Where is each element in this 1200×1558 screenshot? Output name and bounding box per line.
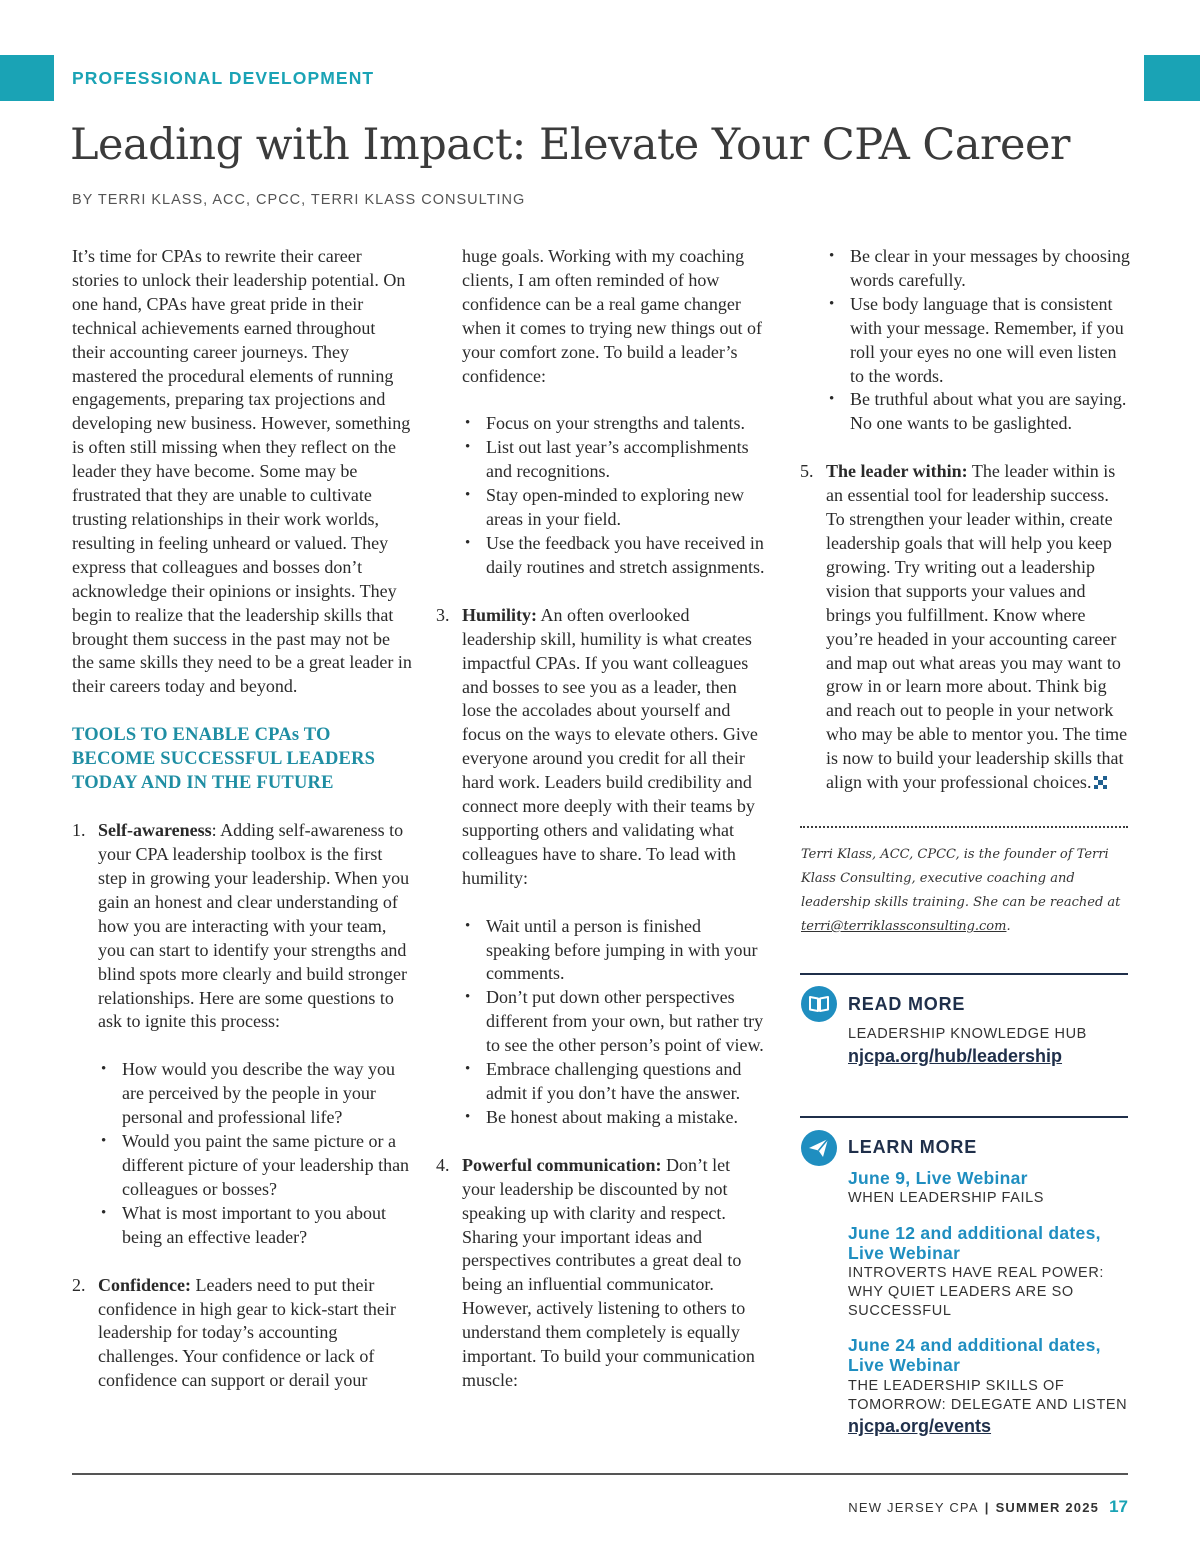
- item-title: The leader within:: [826, 461, 968, 482]
- event-description: INTROVERTS HAVE REAL POWER: WHY QUIET LEADERS ARE SO SUCCESSFUL: [848, 1265, 1105, 1319]
- book-icon: [801, 986, 837, 1022]
- item-text: Leaders need to put their confidence in high gear to kick-start their leadership for today’s accounting challenges. Your confidence or lack of confidence can support or derail your: [98, 1274, 396, 1391]
- column-2: [436, 245, 766, 1417]
- list-item-communication-continued: [800, 245, 1130, 436]
- paper-plane-icon: [801, 1130, 837, 1166]
- event-title[interactable]: June 9, Live Webinar: [848, 1168, 1028, 1188]
- intro-paragraph: It’s time for CPAs to rewrite their career stories to unlock their leadership potential. On one hand, CPAs have great pride in their technical achievements earned throughout their accounting career journeys. They mastered the procedural elements of running engagements, preparing tax projections and developing new business. However, something is often still missing when they reflect on the leader they have become. Some may be frustrated that they are unable to cultivate trusting relationships in their work worlds, resulting in feeling unheard or valued. They express that colleagues and bosses don’t acknowledge their opinions or insights. They begin to realize that the leadership skills that brought them success in the past may not be the same skills they need to be a great leader in their careers today and beyond.: [72, 246, 412, 697]
- list-item-confidence-continued: [436, 245, 766, 580]
- read-more-link[interactable]: njcpa.org/hub/leadership: [848, 1046, 1063, 1066]
- right-color-tab: [1144, 55, 1200, 101]
- footer-separator: |: [984, 1500, 990, 1515]
- column-3: [800, 245, 1130, 819]
- bullet-item: • Stay open-minded to exploring new areas in your field.: [462, 484, 766, 532]
- publication-name: NEW JERSEY CPA: [848, 1500, 979, 1515]
- item-number: 1.: [72, 820, 86, 841]
- bullet-item: • Would you paint the same picture or a different picture of your leadership than colleagues or bosses?: [98, 1130, 412, 1202]
- tools-subhead: TOOLS TO ENABLE CPAs TO BECOME SUCCESSFUL LEADERS TODAY AND IN THE FUTURE: [72, 725, 376, 794]
- page-number: 17: [1109, 1497, 1128, 1516]
- learn-more-heading: LEARN MORE: [848, 1137, 977, 1157]
- bullet-item: • How would you describe the way you are perceived by the people in your personal and professional life?: [98, 1058, 412, 1130]
- bullet-item: • Be truthful about what you are saying. No one wants to be gaslighted.: [826, 388, 1130, 436]
- bullet-item: • What is most important to you about being an effective leader?: [98, 1202, 412, 1250]
- bullet-item: • List out last year’s accomplishments and recognitions.: [462, 436, 766, 484]
- item-number: 2.: [72, 1274, 86, 1295]
- event-description: WHEN LEADERSHIP FAILS: [848, 1190, 1045, 1206]
- bullet-item: • Use body language that is consistent with your message. Remember, if you roll your eyes no one will even listen to the words.: [826, 293, 1130, 389]
- bullet-item: • Wait until a person is finished speaking before jumping in with your comments.: [462, 915, 766, 987]
- item-title: Confidence:: [98, 1274, 191, 1295]
- events-link[interactable]: njcpa.org/events: [848, 1416, 992, 1436]
- bullet-item: • Embrace challenging questions and admit if you don’t have the answer.: [462, 1058, 766, 1106]
- item-text: The leader within is an essential tool for leadership success. To strengthen your leader within, create leadership goals that will help you keep growing. Try writing out a leadership vision that supports your values and brings you fulfillment. Know where you’re headed in your accounting career and map out what areas you may want to grow in or learn more about. Think big and reach out to people in your network who may be able to mentor you. The time is now to build your leadership skills that align with your professional choices.: [826, 461, 1128, 793]
- bullet-list: [72, 1058, 412, 1249]
- item-text: : Adding self-awareness to your CPA leadership toolbox is the first step in growing your leadership. When you gain an honest and clear understanding of how you are interacting with your team, you can start to identify your strengths and blind spots more clearly and build stronger relationships. Here are some questions to ask to ignite this process:: [98, 820, 410, 1032]
- page-footer: [848, 1497, 1128, 1517]
- item-number: 4.: [436, 1154, 450, 1175]
- list-item-communication: [436, 1154, 766, 1393]
- read-more-rule: [800, 973, 1128, 975]
- read-more-subtitle: LEADERSHIP KNOWLEDGE HUB: [848, 1026, 1087, 1042]
- article-title: Leading with Impact: Elevate Your CPA Career: [70, 120, 1070, 170]
- item-text: Don’t let your leadership be discounted by not speaking up with clarity and respect. Sharing your important ideas and perspectives contributes a great deal to being an influential communicator. However, actively listening to others to understand them completely is equally important. To build your communication muscle:: [462, 1154, 755, 1390]
- footer-rule: [72, 1473, 1128, 1475]
- bullet-list: [462, 412, 766, 579]
- column-1: [72, 245, 412, 1417]
- list-item-self-awareness: [72, 819, 412, 1249]
- list-item-leader-within: [800, 460, 1130, 795]
- byline: BY TERRI KLASS, ACC, CPCC, TERRI KLASS CONSULTING: [72, 192, 526, 208]
- bio-end: .: [1006, 919, 1011, 934]
- bullet-list: [462, 915, 766, 1130]
- list-item-humility: [436, 604, 766, 1130]
- article-end-icon: [1094, 776, 1107, 789]
- event-description: THE LEADERSHIP SKILLS OF TOMORROW: DELEGATE AND LISTEN: [848, 1378, 1128, 1413]
- issue-label: SUMMER 2025: [995, 1500, 1100, 1515]
- item-title: Self-awareness: [98, 820, 212, 841]
- event-title[interactable]: June 12 and additional dates, Live Webinar: [848, 1223, 1101, 1263]
- event-title[interactable]: June 24 and additional dates, Live Webinar: [848, 1335, 1101, 1375]
- item-title: Humility:: [462, 604, 537, 625]
- bullet-item: • Be clear in your messages by choosing words carefully.: [826, 245, 1130, 293]
- list-item-confidence: [72, 1274, 412, 1394]
- author-bio: [801, 843, 1131, 939]
- bullet-item: • Don’t put down other perspectives different from your own, but rather try to see the other person’s point of view.: [462, 986, 766, 1058]
- left-color-tab: [0, 55, 54, 101]
- item-text: huge goals. Working with my coaching clients, I am often reminded of how confidence can be a real game changer when it comes to trying new things out of your comfort zone. To build a leader’s confidence:: [462, 246, 762, 386]
- bio-email-link[interactable]: terri@terriklassconsulting.com: [801, 919, 1007, 934]
- read-more-heading: READ MORE: [848, 994, 966, 1014]
- bullet-item: • Focus on your strengths and talents.: [462, 412, 766, 436]
- bullet-list: [826, 245, 1130, 436]
- section-label: PROFESSIONAL DEVELOPMENT: [72, 68, 375, 88]
- bullet-item: • Be honest about making a mistake.: [462, 1106, 766, 1130]
- item-title: Powerful communication:: [462, 1154, 662, 1175]
- bullet-item: • Use the feedback you have received in daily routines and stretch assignments.: [462, 532, 766, 580]
- item-number: 5.: [800, 461, 814, 482]
- item-number: 3.: [436, 604, 450, 625]
- learn-more-rule: [800, 1116, 1128, 1118]
- bio-divider: [800, 826, 1128, 828]
- item-text: An often overlooked leadership skill, humility is what creates impactful CPAs. If you want colleagues and bosses to see you as a leader, then lose the accolades about yourself and focus on the ways to elevate others. Give everyone around you credit for all their hard work. Leaders build credibility and connect more deeply with their teams by supporting others and validating what colleagues have to share. To lead with humility:: [462, 604, 758, 888]
- bio-text: Terri Klass, ACC, CPCC, is the founder of Terri Klass Consulting, executive coaching and leadership skills training. She can be reached at: [801, 847, 1121, 910]
